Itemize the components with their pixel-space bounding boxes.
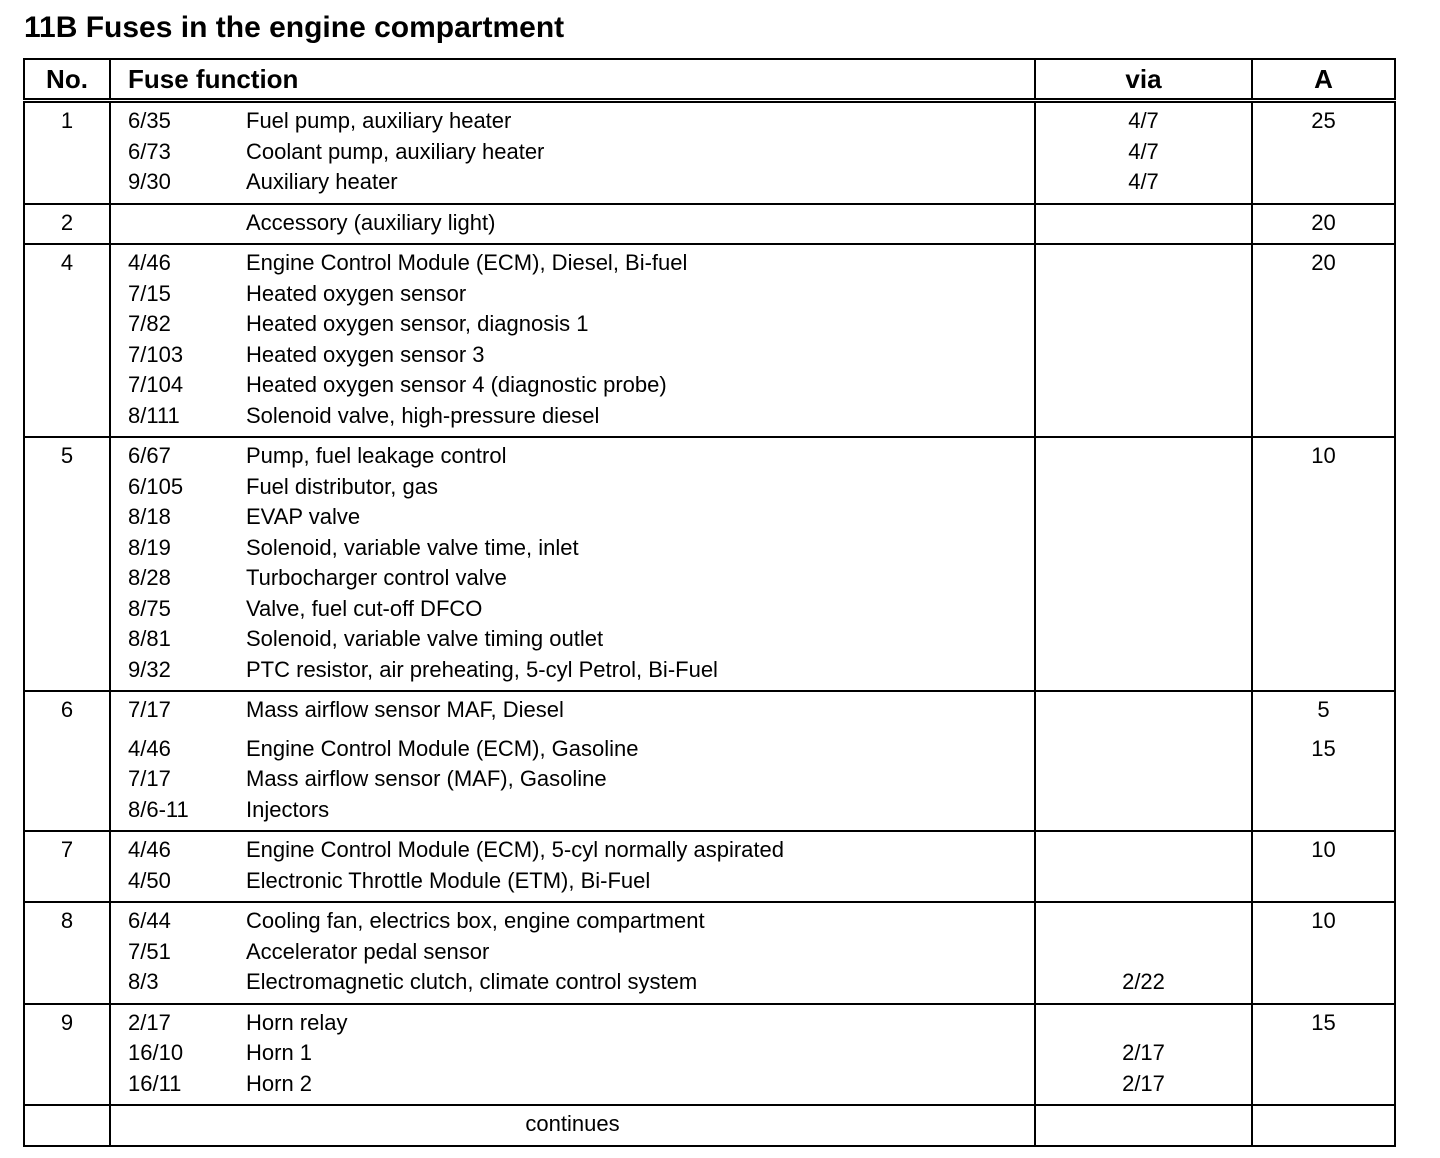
function-line: [128, 502, 1034, 533]
component-code: 6/44: [128, 908, 171, 933]
via-value: 4/7: [1128, 169, 1159, 194]
function-line: [128, 1038, 1034, 1069]
component-code: 9/30: [128, 169, 171, 194]
amperage-value: [1253, 401, 1394, 432]
amperage-cell: [1252, 902, 1395, 1004]
via-value: [1036, 502, 1251, 533]
function-line: [128, 248, 1034, 279]
table-row: [24, 101, 1395, 204]
via-cell: [1035, 244, 1252, 437]
header-via: via: [1035, 59, 1252, 101]
function-line: [128, 106, 1034, 137]
component-description: Engine Control Module (ECM), Gasoline: [246, 735, 639, 761]
table-row: [24, 244, 1395, 437]
table-row: [24, 902, 1395, 1004]
component-description: EVAP valve: [246, 504, 361, 529]
via-value: 2/17: [1122, 1040, 1165, 1065]
footer-no-cell: [24, 1105, 110, 1146]
via-value: [1036, 835, 1251, 866]
via-value: [1036, 695, 1251, 726]
via-value: [1036, 866, 1251, 897]
component-description: Cooling fan, electrics box, engine compartment: [246, 908, 705, 933]
table-row: [24, 437, 1395, 691]
component-description: Coolant pump, auxiliary heater: [246, 138, 545, 164]
amperage-value: 10: [1311, 908, 1336, 933]
amperage-value: [1253, 279, 1394, 310]
component-code: 7/82: [128, 311, 171, 336]
fuse-number: 7: [24, 831, 110, 902]
via-value: [1036, 472, 1251, 503]
amperage-value: [1253, 866, 1394, 897]
component-description: Pump, fuel leakage control: [246, 443, 507, 468]
table-row: [24, 204, 1395, 245]
fuse-number: 6: [24, 691, 110, 831]
amperage-value: 20: [1311, 209, 1336, 235]
component-description: Fuel pump, auxiliary heater: [246, 108, 512, 133]
component-code: 8/111: [128, 402, 180, 428]
component-description: PTC resistor, air preheating, 5-cyl Petrol, Bi-Fuel: [246, 656, 718, 682]
function-line: [128, 594, 1034, 625]
fuse-function-cell: [110, 204, 1035, 245]
component-description: Mass airflow sensor (MAF), Gasoline: [246, 766, 607, 791]
component-code: 8/6-11: [128, 796, 189, 822]
component-description: Accelerator pedal sensor: [246, 938, 490, 964]
function-line: [128, 309, 1034, 340]
amperage-value: 5: [1317, 697, 1330, 722]
function-line: [128, 370, 1034, 401]
via-value: [1036, 764, 1251, 795]
component-description: Solenoid, variable valve timing outlet: [246, 626, 604, 651]
component-code: 7/104: [128, 372, 184, 397]
function-line: [128, 208, 1034, 239]
function-line: [128, 563, 1034, 594]
via-value: [1036, 309, 1251, 340]
continues-note: continues: [110, 1105, 1035, 1146]
header-no: No.: [24, 59, 110, 101]
via-value: [1036, 937, 1251, 968]
via-value: 4/7: [1128, 108, 1159, 133]
amperage-value: [1253, 502, 1394, 533]
via-value: [1036, 248, 1251, 279]
via-value: [1036, 795, 1251, 826]
component-description: Electronic Throttle Module (ETM), Bi-Fuel: [246, 867, 651, 893]
via-value: [1036, 401, 1251, 432]
component-description: Fuel distributor, gas: [246, 473, 438, 499]
function-line: [128, 279, 1034, 310]
amperage-value: [1253, 937, 1394, 968]
fuse-function-cell: [110, 691, 1035, 831]
fuse-number: 2: [24, 204, 110, 245]
via-cell: [1035, 1004, 1252, 1106]
component-code: 8/28: [128, 565, 171, 590]
amperage-cell: [1252, 437, 1395, 691]
function-line: [128, 1008, 1034, 1039]
function-line: [128, 795, 1034, 826]
amperage-cell: [1252, 101, 1395, 204]
fuse-number: 4: [24, 244, 110, 437]
fuse-number: 5: [24, 437, 110, 691]
component-code: 8/75: [128, 595, 171, 621]
table-row: [24, 831, 1395, 902]
via-value: [1036, 1008, 1251, 1039]
via-cell: [1035, 437, 1252, 691]
amperage-cell: [1252, 1004, 1395, 1106]
fuse-function-cell: [110, 101, 1035, 204]
function-line: [128, 695, 1034, 726]
via-value: 2/17: [1122, 1070, 1165, 1096]
amperage-value: [1253, 370, 1394, 401]
component-code: 16/10: [128, 1040, 184, 1065]
function-line: [128, 137, 1034, 168]
via-value: [1036, 906, 1251, 937]
component-code: 9/32: [128, 656, 171, 682]
component-description: Solenoid, variable valve time, inlet: [246, 534, 579, 560]
component-code: 7/17: [128, 697, 171, 722]
amperage-value: [1253, 594, 1394, 625]
component-code: 16/11: [128, 1070, 182, 1096]
component-description: Injectors: [246, 796, 330, 822]
fuse-function-cell: [110, 437, 1035, 691]
component-code: 6/73: [128, 138, 171, 164]
via-value: [1036, 734, 1251, 765]
amperage-value: 15: [1311, 1009, 1336, 1035]
function-line: [128, 967, 1034, 998]
component-code: 6/105: [128, 473, 184, 499]
via-value: [1036, 594, 1251, 625]
component-description: Heated oxygen sensor, diagnosis 1: [246, 311, 589, 336]
component-description: Turbocharger control valve: [246, 565, 507, 590]
footer-via-cell: [1035, 1105, 1252, 1146]
component-description: Heated oxygen sensor: [246, 280, 467, 306]
amperage-value: [1253, 624, 1394, 655]
amperage-value: [1253, 309, 1394, 340]
function-line: [128, 866, 1034, 897]
fuse-function-cell: [110, 831, 1035, 902]
fuse-table-body: [24, 101, 1395, 1106]
function-line: [128, 1069, 1034, 1100]
component-code: 8/3: [128, 969, 159, 994]
amperage-value: [1253, 167, 1394, 198]
table-row: [24, 691, 1395, 831]
via-value: [1036, 370, 1251, 401]
amperage-value: 10: [1311, 837, 1336, 862]
via-value: 2/22: [1122, 969, 1165, 994]
component-description: Horn relay: [246, 1009, 348, 1035]
amperage-value: [1253, 563, 1394, 594]
function-line: [128, 441, 1034, 472]
fuse-number: 9: [24, 1004, 110, 1106]
fuse-function-cell: [110, 902, 1035, 1004]
amperage-cell: [1252, 691, 1395, 831]
component-code: 8/18: [128, 504, 171, 529]
component-code: 8/19: [128, 534, 171, 560]
amperage-value: [1253, 340, 1394, 371]
amperage-cell: [1252, 831, 1395, 902]
via-cell: [1035, 831, 1252, 902]
amperage-value: [1253, 137, 1394, 168]
component-code: 4/46: [128, 735, 171, 761]
via-value: [1036, 533, 1251, 564]
amperage-value: [1253, 1038, 1394, 1069]
component-code: 4/46: [128, 837, 171, 862]
component-code: 6/35: [128, 108, 171, 133]
via-value: 4/7: [1128, 138, 1159, 164]
component-code: 7/103: [128, 341, 184, 367]
footer-a-cell: [1252, 1105, 1395, 1146]
function-line: [128, 472, 1034, 503]
component-code: 4/46: [128, 250, 171, 275]
fuse-number: 1: [24, 101, 110, 204]
component-description: Solenoid valve, high-pressure diesel: [246, 402, 600, 428]
fuse-function-cell: [110, 244, 1035, 437]
component-description: Auxiliary heater: [246, 169, 398, 194]
function-line: [128, 533, 1034, 564]
function-line: [128, 764, 1034, 795]
via-cell: [1035, 691, 1252, 831]
via-cell: [1035, 204, 1252, 245]
page-title: 11B Fuses in the engine compartment: [24, 11, 565, 44]
amperage-value: [1253, 1069, 1394, 1100]
component-code: 8/81: [128, 626, 171, 651]
amperage-value: 15: [1311, 735, 1336, 761]
table-row: [24, 1004, 1395, 1106]
component-code: 7/15: [128, 280, 171, 306]
component-description: Valve, fuel cut-off DFCO: [246, 595, 483, 621]
function-line: [128, 734, 1034, 765]
via-value: [1036, 624, 1251, 655]
amperage-cell: [1252, 204, 1395, 245]
function-line: [128, 835, 1034, 866]
via-value: [1036, 441, 1251, 472]
component-code: 6/67: [128, 443, 171, 468]
function-line: [128, 624, 1034, 655]
component-description: Electromagnetic clutch, climate control system: [246, 969, 698, 994]
amperage-value: [1253, 795, 1394, 826]
fuse-number: 8: [24, 902, 110, 1004]
function-line: [128, 167, 1034, 198]
component-description: Accessory (auxiliary light): [246, 209, 496, 235]
amperage-value: [1253, 655, 1394, 686]
table-header-row: [24, 59, 1395, 101]
fuse-table: [23, 58, 1396, 1147]
via-value: [1036, 563, 1251, 594]
amperage-value: [1253, 533, 1394, 564]
function-line: [128, 655, 1034, 686]
header-fuse-function: Fuse function: [110, 59, 1035, 101]
component-description: Mass airflow sensor MAF, Diesel: [246, 697, 564, 722]
via-value: [1036, 208, 1251, 239]
via-cell: [1035, 101, 1252, 204]
via-value: [1036, 655, 1251, 686]
table-footer-row: [24, 1105, 1395, 1146]
component-code: 4/50: [128, 867, 171, 893]
function-line: [128, 401, 1034, 432]
function-line: [128, 906, 1034, 937]
amperage-value: 10: [1311, 443, 1336, 468]
component-description: Heated oxygen sensor 4 (diagnostic probe): [246, 372, 667, 397]
component-description: Engine Control Module (ECM), Diesel, Bi-fuel: [246, 250, 688, 275]
component-description: Horn 2: [246, 1070, 313, 1096]
component-description: Horn 1: [246, 1040, 313, 1065]
component-description: Engine Control Module (ECM), 5-cyl normally aspirated: [246, 837, 784, 862]
component-code: 7/17: [128, 766, 171, 791]
via-value: [1036, 340, 1251, 371]
component-description: Heated oxygen sensor 3: [246, 341, 485, 367]
amperage-value: 25: [1311, 108, 1336, 133]
via-cell: [1035, 902, 1252, 1004]
amperage-value: [1253, 472, 1394, 503]
amperage-value: [1253, 967, 1394, 998]
function-line: [128, 937, 1034, 968]
via-value: [1036, 279, 1251, 310]
amperage-value: [1253, 764, 1394, 795]
component-code: 2/17: [128, 1009, 171, 1035]
component-code: 7/51: [128, 938, 171, 964]
amperage-cell: [1252, 244, 1395, 437]
amperage-value: 20: [1311, 250, 1336, 275]
fuse-function-cell: [110, 1004, 1035, 1106]
header-amperage: A: [1252, 59, 1395, 101]
function-line: [128, 340, 1034, 371]
